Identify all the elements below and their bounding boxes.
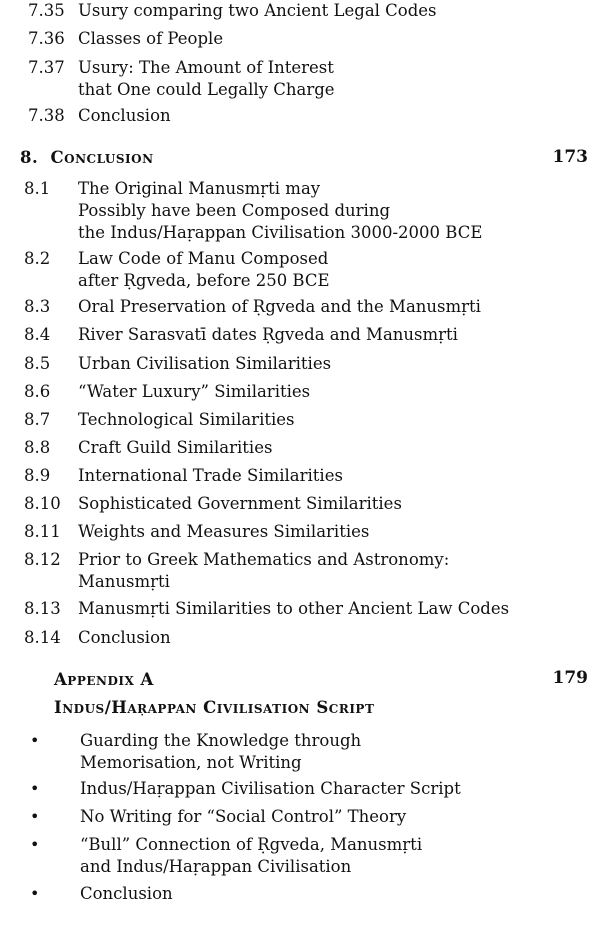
- entry-title: Usury comparing two Ancient Legal Codes: [78, 1, 437, 20]
- entry-number: 7.38: [28, 106, 65, 125]
- entry-title: Conclusion: [78, 628, 171, 647]
- entry-number: 8.10: [24, 494, 61, 513]
- entry-number: 8.5: [24, 354, 51, 373]
- entry-number: 8.6: [24, 382, 51, 401]
- bullet-text: Guarding the Knowledge through Memorisation, not Writing: [80, 731, 362, 772]
- appendix-subtitle: Indus/Haṛappan Civilisation Script: [54, 698, 375, 717]
- bullet-icon: •: [30, 807, 40, 826]
- entry-title: Manusmṛti Similarities to other Ancient Law Codes: [78, 599, 510, 618]
- chapter-number: 8.: [20, 148, 39, 167]
- bullet-text: No Writing for “Social Control” Theory: [80, 807, 407, 826]
- entry-number: 8.14: [24, 628, 61, 647]
- appendix-title: Appendix A: [54, 670, 154, 689]
- bullet-text: Indus/Haṛappan Civilisation Character Script: [80, 779, 461, 798]
- chapter-page-number: 173: [552, 147, 588, 167]
- entry-number: 7.36: [28, 29, 65, 48]
- entry-number: 8.2: [24, 249, 51, 268]
- bullet-icon: •: [30, 884, 40, 903]
- entry-title: Classes of People: [78, 29, 224, 48]
- bullet-icon: •: [30, 731, 40, 750]
- appendix-subtitle-row: [54, 698, 374, 717]
- entry-title: International Trade Similarities: [78, 466, 343, 485]
- entry-number: 8.13: [24, 599, 61, 618]
- appendix-page-number: 179: [552, 668, 588, 688]
- entry-title: “Water Luxury” Similarities: [78, 382, 311, 401]
- entry-title: The Original Manusmṛti may Possibly have been Composed during the Indus/Haṛappan Civilisation 3000-2000 BCE: [78, 179, 483, 242]
- entry-title: Urban Civilisation Similarities: [78, 354, 332, 373]
- entry-title: Craft Guild Similarities: [78, 438, 273, 457]
- entry-number: 8.4: [24, 325, 51, 344]
- entry-number: 8.8: [24, 438, 51, 457]
- entry-number: 8.12: [24, 550, 61, 569]
- bullet-text: Conclusion: [80, 884, 173, 903]
- bullet-icon: •: [30, 835, 40, 854]
- chapter-heading: [20, 148, 154, 167]
- entry-number: 8.9: [24, 466, 51, 485]
- chapter-title: Conclusion: [50, 148, 154, 167]
- entry-title: Weights and Measures Similarities: [78, 522, 370, 541]
- entry-title: Oral Preservation of Ṛgveda and the Manusmṛti: [78, 297, 481, 316]
- entry-title: River Sarasvatī dates Ṛgveda and Manusmṛti: [78, 325, 458, 344]
- entry-number: 8.1: [24, 179, 51, 198]
- bullet-text: “Bull” Connection of Ṛgveda, Manusmṛti and Indus/Haṛappan Civilisation: [80, 835, 423, 876]
- entry-title: Sophisticated Government Similarities: [78, 494, 402, 513]
- entry-number: 8.11: [24, 522, 61, 541]
- entry-number: 8.7: [24, 410, 51, 429]
- entry-title: Technological Similarities: [78, 410, 295, 429]
- entry-number: 7.37: [28, 58, 65, 77]
- entry-title: Conclusion: [78, 106, 171, 125]
- entry-title: Prior to Greek Mathematics and Astronomy: Manusmṛti: [78, 550, 450, 591]
- appendix-heading: [54, 670, 154, 689]
- entry-number: 7.35: [28, 1, 65, 20]
- entry-number: 8.3: [24, 297, 51, 316]
- bullet-icon: •: [30, 779, 40, 798]
- entry-title: Usury: The Amount of Interest that One could Legally Charge: [78, 58, 335, 99]
- entry-title: Law Code of Manu Composed after Ṛgveda, before 250 BCE: [78, 249, 330, 290]
